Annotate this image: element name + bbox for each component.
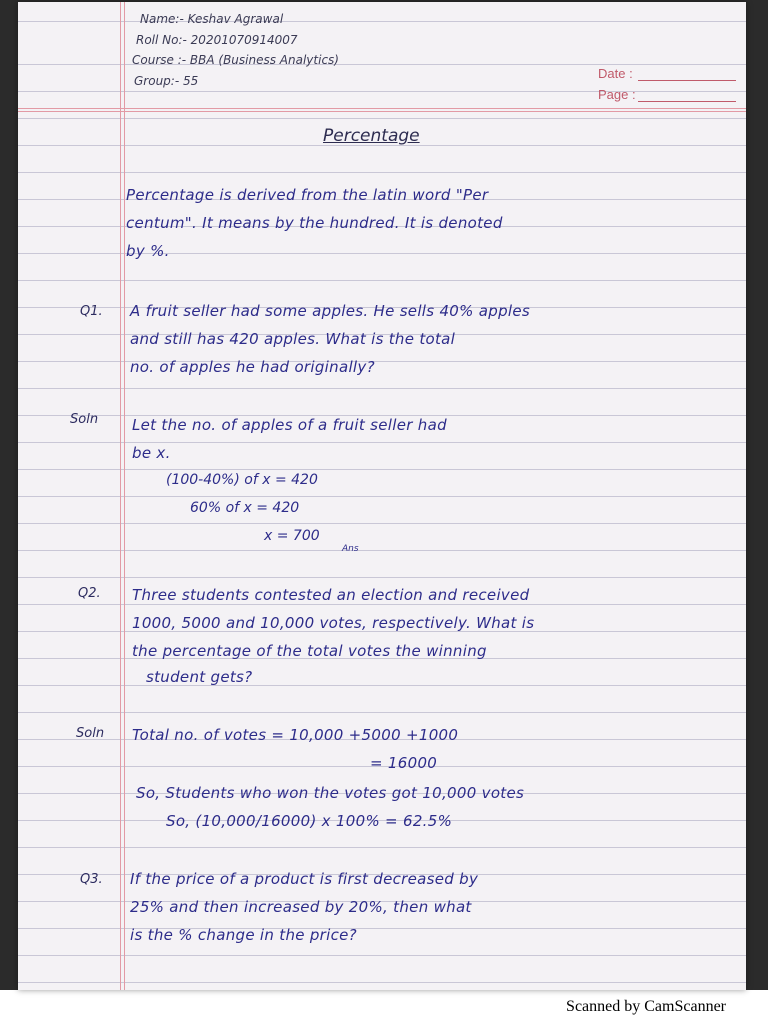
q1-line-3: no. of apples he had originally? xyxy=(130,358,375,376)
date-line xyxy=(638,80,736,81)
s2-line-1: Total no. of votes = 10,000 +5000 +1000 xyxy=(132,726,459,744)
roll-number: Roll No:- 20201070914007 xyxy=(136,33,298,47)
s1-equation-2: 60% of x = 420 xyxy=(190,500,300,516)
s1-answer-mark: Ans xyxy=(342,544,359,554)
scanner-watermark: Scanned by CamScanner xyxy=(566,998,726,1015)
s1-equation-1: (100-40%) of x = 420 xyxy=(166,472,318,488)
group: Group:- 55 xyxy=(134,74,199,88)
s2-line-4: So, (10,000/16000) x 100% = 62.5% xyxy=(166,812,453,830)
q3-line-2: 25% and then increased by 20%, then what xyxy=(130,898,472,916)
intro-line-1: Percentage is derived from the latin word "Per xyxy=(126,186,489,204)
q3-line-1: If the price of a product is first decreased by xyxy=(130,870,479,888)
header-line-2 xyxy=(18,111,746,112)
date-label: Date : xyxy=(598,66,633,81)
q3-label: Q3. xyxy=(80,872,103,887)
page-label: Page : xyxy=(598,87,636,102)
s1-line-1: Let the no. of apples of a fruit seller had xyxy=(132,416,447,434)
q2-line-1: Three students contested an election and received xyxy=(132,586,530,604)
notebook-page xyxy=(18,2,746,990)
intro-line-2: centum". It means by the hundred. It is denoted xyxy=(126,214,503,232)
q1-line-2: and still has 420 apples. What is the total xyxy=(130,330,456,348)
intro-line-3: by %. xyxy=(126,242,170,260)
q2-label: Q2. xyxy=(78,586,101,601)
s2-label: Soln xyxy=(76,726,105,741)
s2-line-3: So, Students who won the votes got 10,000 votes xyxy=(136,784,525,802)
student-name: Name:- Keshav Agrawal xyxy=(140,12,284,26)
s2-line-2: = 16000 xyxy=(370,754,438,772)
s1-line-2: be x. xyxy=(132,444,171,462)
q2-line-4: student gets? xyxy=(146,668,253,686)
margin-line-left-2 xyxy=(124,2,125,990)
q2-line-3: the percentage of the total votes the winning xyxy=(132,642,487,660)
page-title: Percentage xyxy=(323,126,420,146)
page-line xyxy=(638,101,736,102)
q3-line-3: is the % change in the price? xyxy=(130,926,357,944)
q1-label: Q1. xyxy=(80,304,103,319)
s1-equation-3: x = 700 xyxy=(264,528,320,544)
q1-line-1: A fruit seller had some apples. He sells 40% apples xyxy=(130,302,531,320)
header-line xyxy=(18,108,746,109)
course: Course :- BBA (Business Analytics) xyxy=(132,53,339,67)
q2-line-2: 1000, 5000 and 10,000 votes, respectively. What is xyxy=(132,614,535,632)
margin-line-left xyxy=(120,2,121,990)
s1-label: Soln xyxy=(70,412,99,427)
